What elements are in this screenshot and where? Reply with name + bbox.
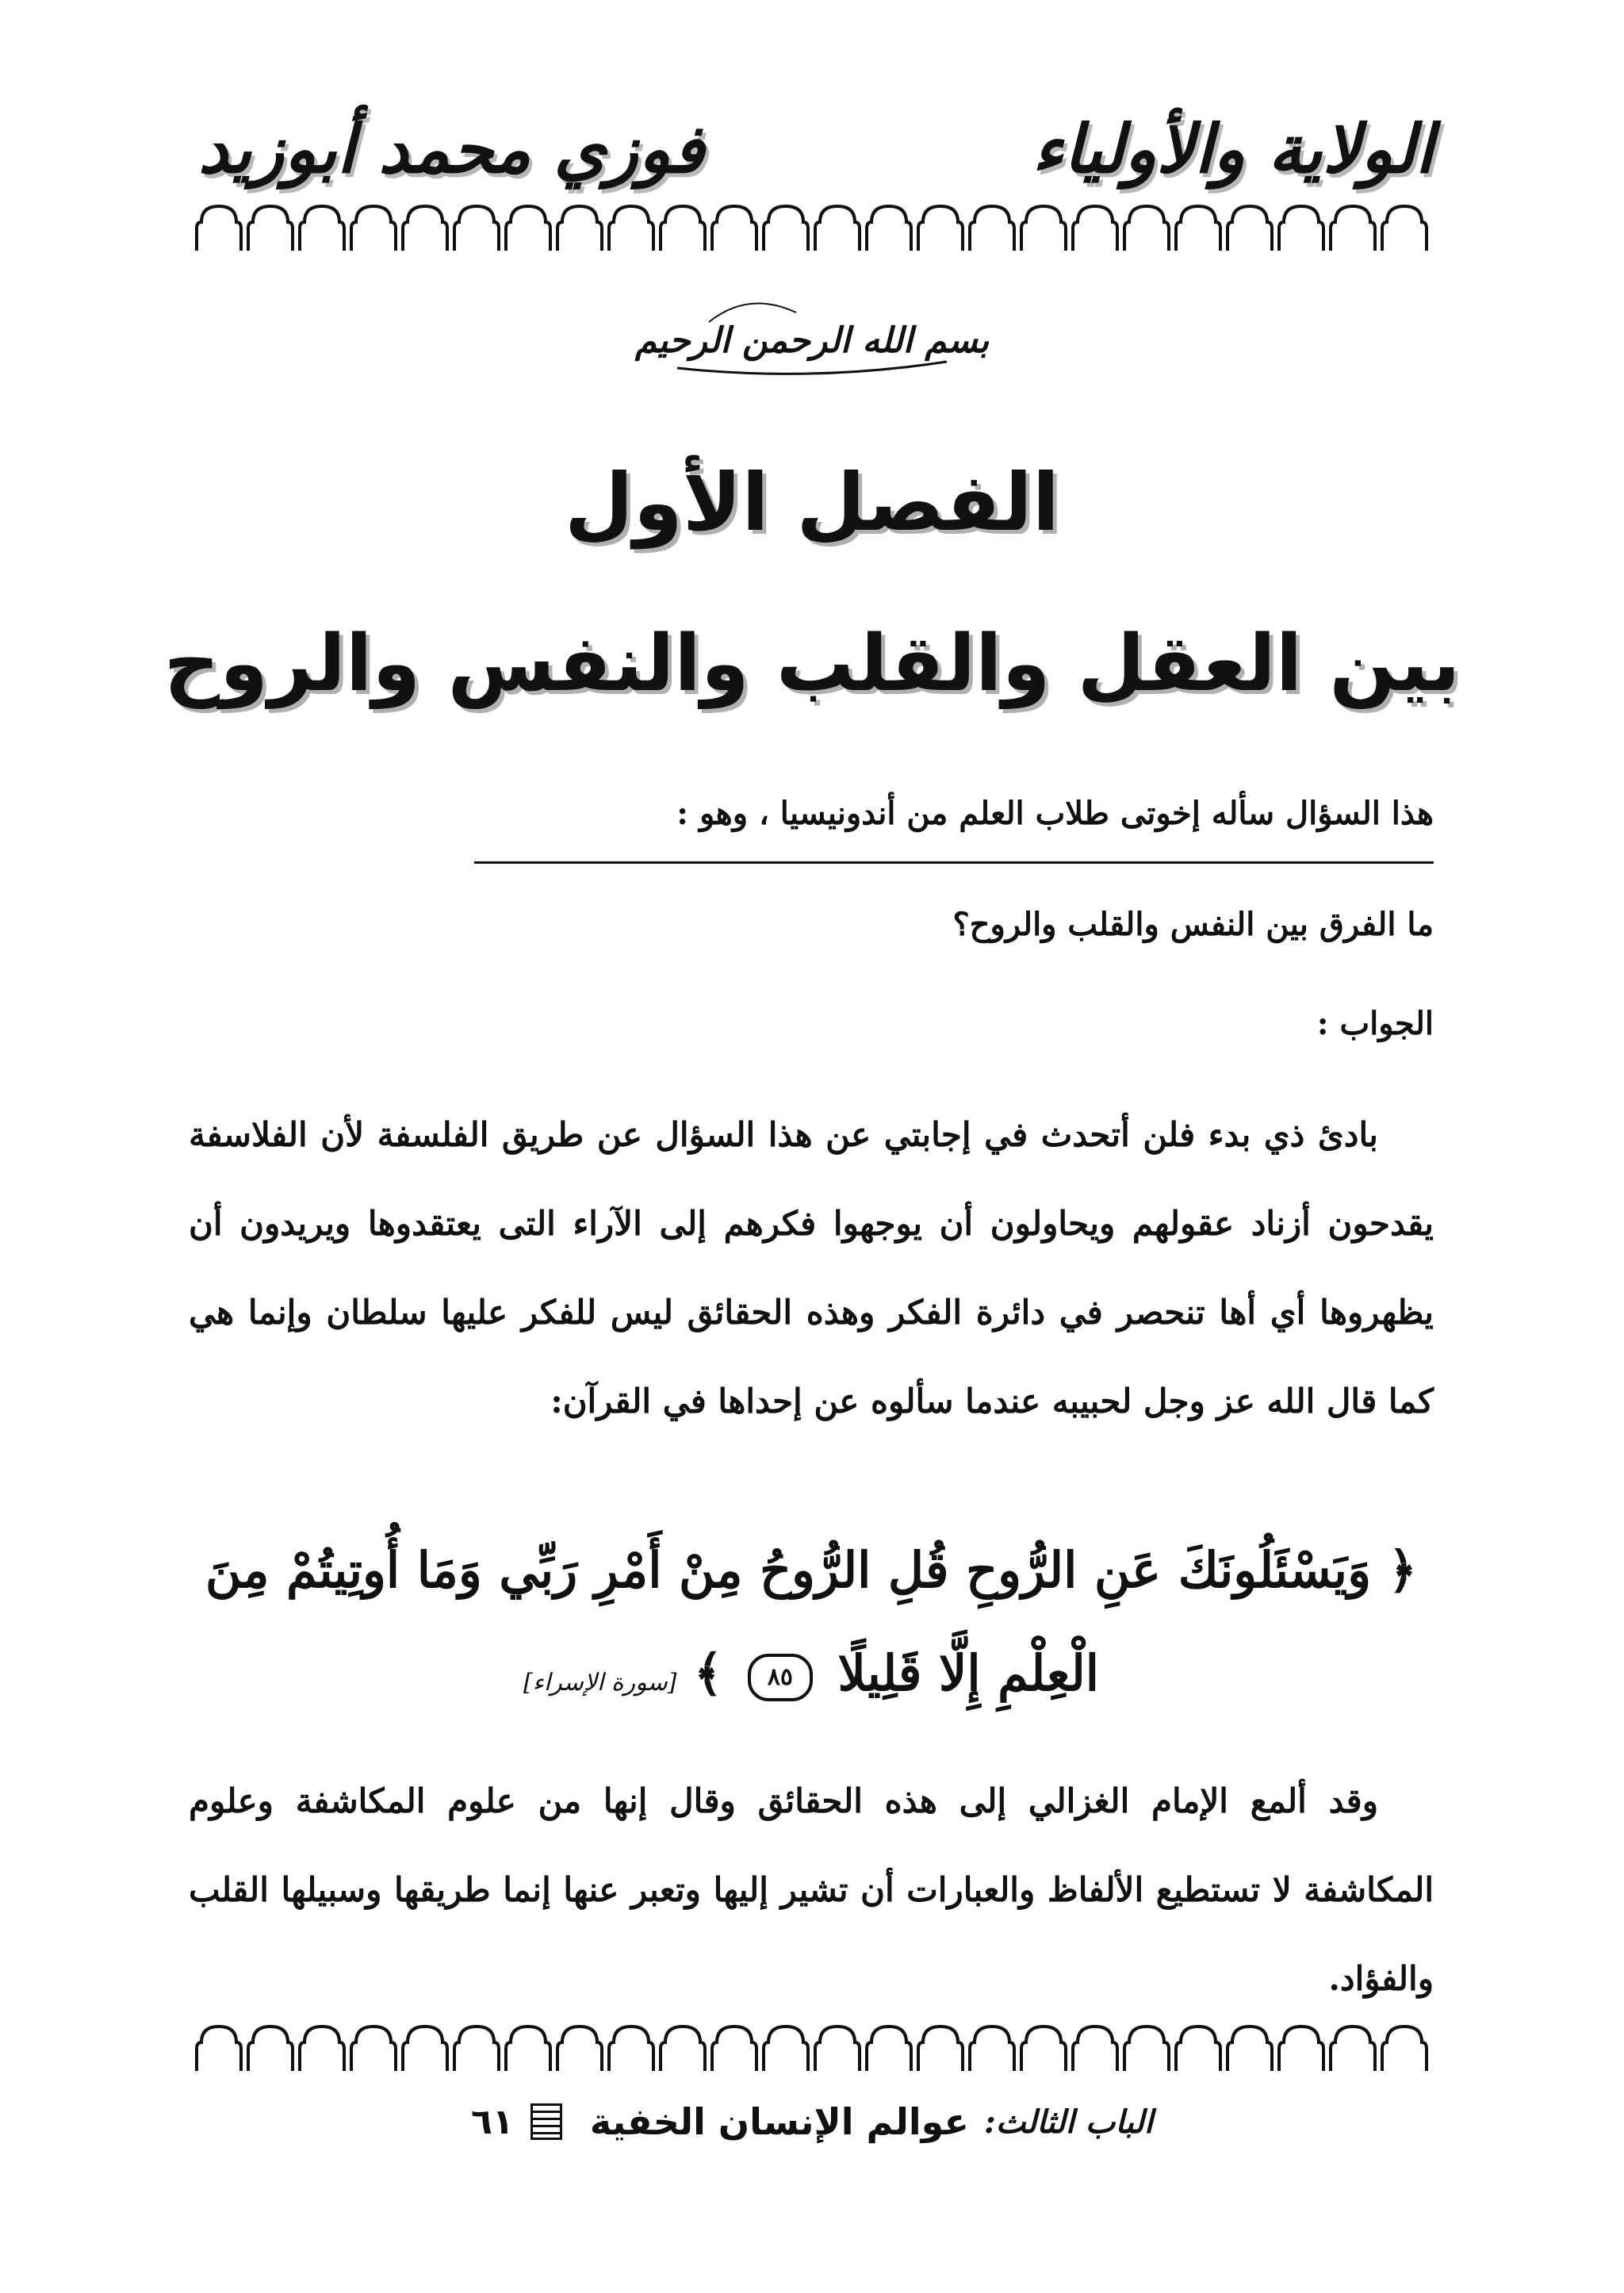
question-line: ما الفرق بين النفس والقلب والروح؟: [952, 906, 1434, 943]
answer-label: الجواب :: [1316, 1005, 1434, 1042]
chapter-subtitle: بين العقل والقلب والنفس والروح: [163, 619, 1461, 709]
basmala-calligraphy: [634, 274, 990, 385]
surah-reference: [سورة الإسراء]: [523, 1669, 677, 1697]
author-name: فوزي محمد أبوزيد: [198, 109, 705, 188]
top-decorative-border: [193, 198, 1431, 254]
page-number: ٦١: [471, 2101, 514, 2142]
intro-underline: [474, 861, 1434, 864]
series-title: الولاية والأولياء: [1032, 109, 1434, 188]
chapter-title: الفصل الأول: [564, 456, 1060, 549]
body-paragraph: وقد ألمع الإمام الغزالي إلى هذه الحقائق وقال إنها من علوم المكاشفة وعلوم المكاشفة لا تستطيع الألفاظ والعبارات أن تشير إليها وتعبر عنها إنما طريقها وسبيلها القلب والفؤاد.: [189, 1781, 1434, 1998]
page-lines-icon: [530, 2103, 562, 2140]
verse-number-marker: ٨٥: [748, 1654, 813, 1701]
intro-line: هذا السؤال سأله إخوتى طلاب العلم من أندونيسيا ، وهو :: [676, 795, 1434, 832]
footer-section-label: الباب الثالث:: [984, 2103, 1153, 2141]
verse-open-bracket: ﴿: [1388, 1541, 1417, 1599]
bottom-decorative-border: [193, 2019, 1431, 2074]
page-footer: [0, 2100, 1624, 2143]
footer-chapter-title: عوالم الإنسان الخفية: [589, 2100, 969, 2143]
svg-text:بسم الله الرحمن الرحيم: بسم الله الرحمن الرحيم: [634, 320, 990, 361]
verse-close-bracket: ﴾: [694, 1644, 723, 1702]
verse-text: وَيَسْئَلُونَكَ عَنِ الرُّوحِ قُلِ الرُّوحُ مِنْ أَمْرِ رَبِّي وَمَا أُوتِيتُمْ مِنَ الْعِلْمِ إِلَّا قَلِيلًا: [205, 1541, 1372, 1702]
body-paragraph: بادئ ذي بدء فلن أتحدث في إجابتي عن هذا السؤال عن طريق الفلسفة لأن الفلاسفة يقدحون أزناد عقولهم ويحاولون أن يوجهوا فكرهم إلى الآراء التى يعتقدوها ويريدون أن يظهروها أي أها تنحصر في دائرة الفكر وهذه الحقائق ليس للفكر عليها سلطان وإنما هي كما قال الله عز وجل لحبيبه عندما سألوه عن إحداها في القرآن:: [189, 1115, 1434, 1421]
quran-verse: [189, 1519, 1434, 1735]
